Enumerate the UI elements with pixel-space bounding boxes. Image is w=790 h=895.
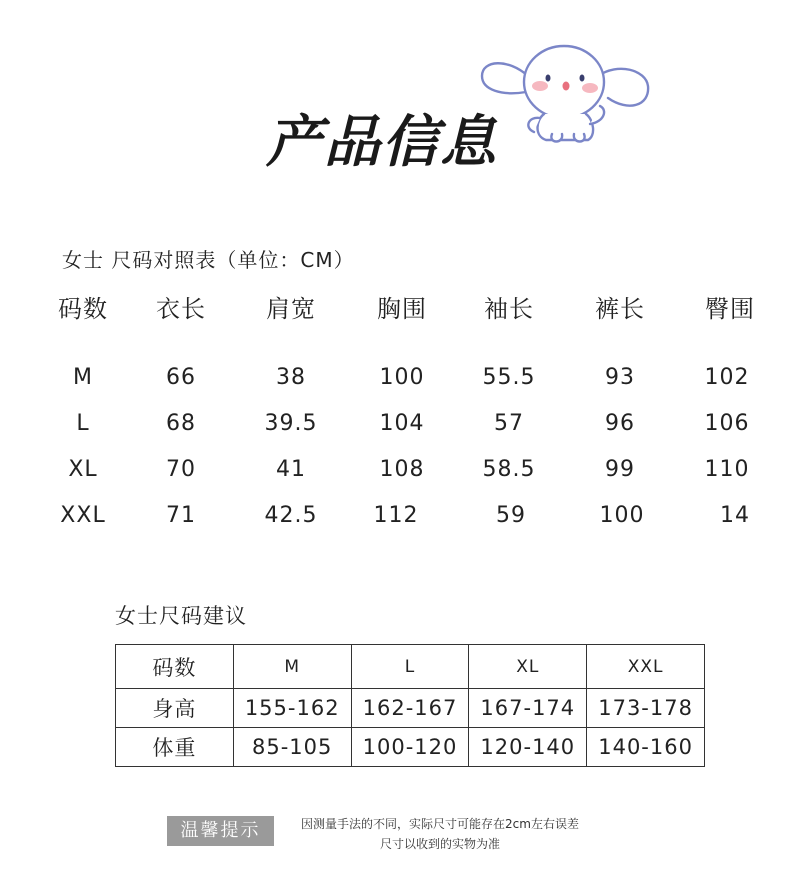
size-cell: M <box>73 365 93 390</box>
rec-header-cell: L <box>351 645 469 689</box>
rec-cell: 85-105 <box>233 728 351 767</box>
size-cell: 58.5 <box>482 457 536 482</box>
size-cell: 42.5 <box>264 503 318 528</box>
size-header-cell: 裤长 <box>595 295 645 323</box>
tip-badge: 温馨提示 <box>167 816 274 846</box>
size-cell: 100 <box>599 503 645 528</box>
size-header-cell: 臀围 <box>705 295 755 323</box>
rec-cell: 167-174 <box>469 689 587 728</box>
size-chart-caption: 女士 尺码对照表（单位：CM） <box>62 248 355 272</box>
size-header-cell: 码数 <box>58 295 108 323</box>
size-cell: 59 <box>496 503 526 528</box>
size-header-cell: 肩宽 <box>266 295 316 323</box>
size-header-cell: 袖长 <box>484 295 534 323</box>
table-row <box>40 457 780 503</box>
size-cell: XL <box>68 457 98 482</box>
size-cell: 70 <box>166 457 196 482</box>
size-cell: 39.5 <box>264 411 318 436</box>
size-cell: 100 <box>379 365 425 390</box>
size-cell: 112 <box>373 503 419 528</box>
size-cell: 106 <box>704 411 750 436</box>
size-cell: 68 <box>166 411 196 436</box>
size-cell: 99 <box>605 457 635 482</box>
cinnamoroll-mascot-icon <box>478 36 654 146</box>
recommendation-table <box>115 644 705 767</box>
tip-text <box>280 814 600 854</box>
size-cell: 38 <box>276 365 306 390</box>
table-row <box>40 411 780 457</box>
table-row <box>116 728 705 767</box>
size-cell: 110 <box>704 457 750 482</box>
tip-line-1: 因测量手法的不同，实际尺寸可能存在2cm左右误差 <box>301 817 579 831</box>
size-cell: 96 <box>605 411 635 436</box>
rec-cell: 162-167 <box>351 689 469 728</box>
rec-cell: 体重 <box>116 728 234 767</box>
size-cell: 93 <box>605 365 635 390</box>
size-cell: 41 <box>276 457 306 482</box>
size-chart-header-row <box>40 285 780 365</box>
rec-header-cell: M <box>233 645 351 689</box>
size-cell: 57 <box>494 411 524 436</box>
rec-header-cell: 码数 <box>116 645 234 689</box>
size-cell: 71 <box>166 503 196 528</box>
size-cell: 66 <box>166 365 196 390</box>
rec-header-cell: XL <box>469 645 587 689</box>
rec-cell: 120-140 <box>469 728 587 767</box>
size-cell: L <box>76 411 90 436</box>
size-cell: 108 <box>379 457 425 482</box>
rec-cell: 身高 <box>116 689 234 728</box>
rec-cell: 155-162 <box>233 689 351 728</box>
size-cell: 55.5 <box>482 365 536 390</box>
table-row <box>40 503 780 549</box>
table-row <box>40 365 780 411</box>
page-title: 产品信息 <box>266 110 498 175</box>
rec-cell: 140-160 <box>587 728 705 767</box>
size-chart-table <box>40 285 780 549</box>
table-row <box>116 689 705 728</box>
size-cell: 102 <box>704 365 750 390</box>
size-cell: XXL <box>60 503 106 528</box>
rec-header-cell: XXL <box>587 645 705 689</box>
size-cell: 14 <box>720 503 750 528</box>
size-cell: 104 <box>379 411 425 436</box>
recommendation-caption: 女士尺码建议 <box>115 604 247 628</box>
size-header-cell: 衣长 <box>156 295 206 323</box>
table-row <box>116 645 705 689</box>
rec-cell: 100-120 <box>351 728 469 767</box>
rec-cell: 173-178 <box>587 689 705 728</box>
size-header-cell: 胸围 <box>377 295 427 323</box>
tip-line-2: 尺寸以收到的实物为准 <box>379 837 500 851</box>
